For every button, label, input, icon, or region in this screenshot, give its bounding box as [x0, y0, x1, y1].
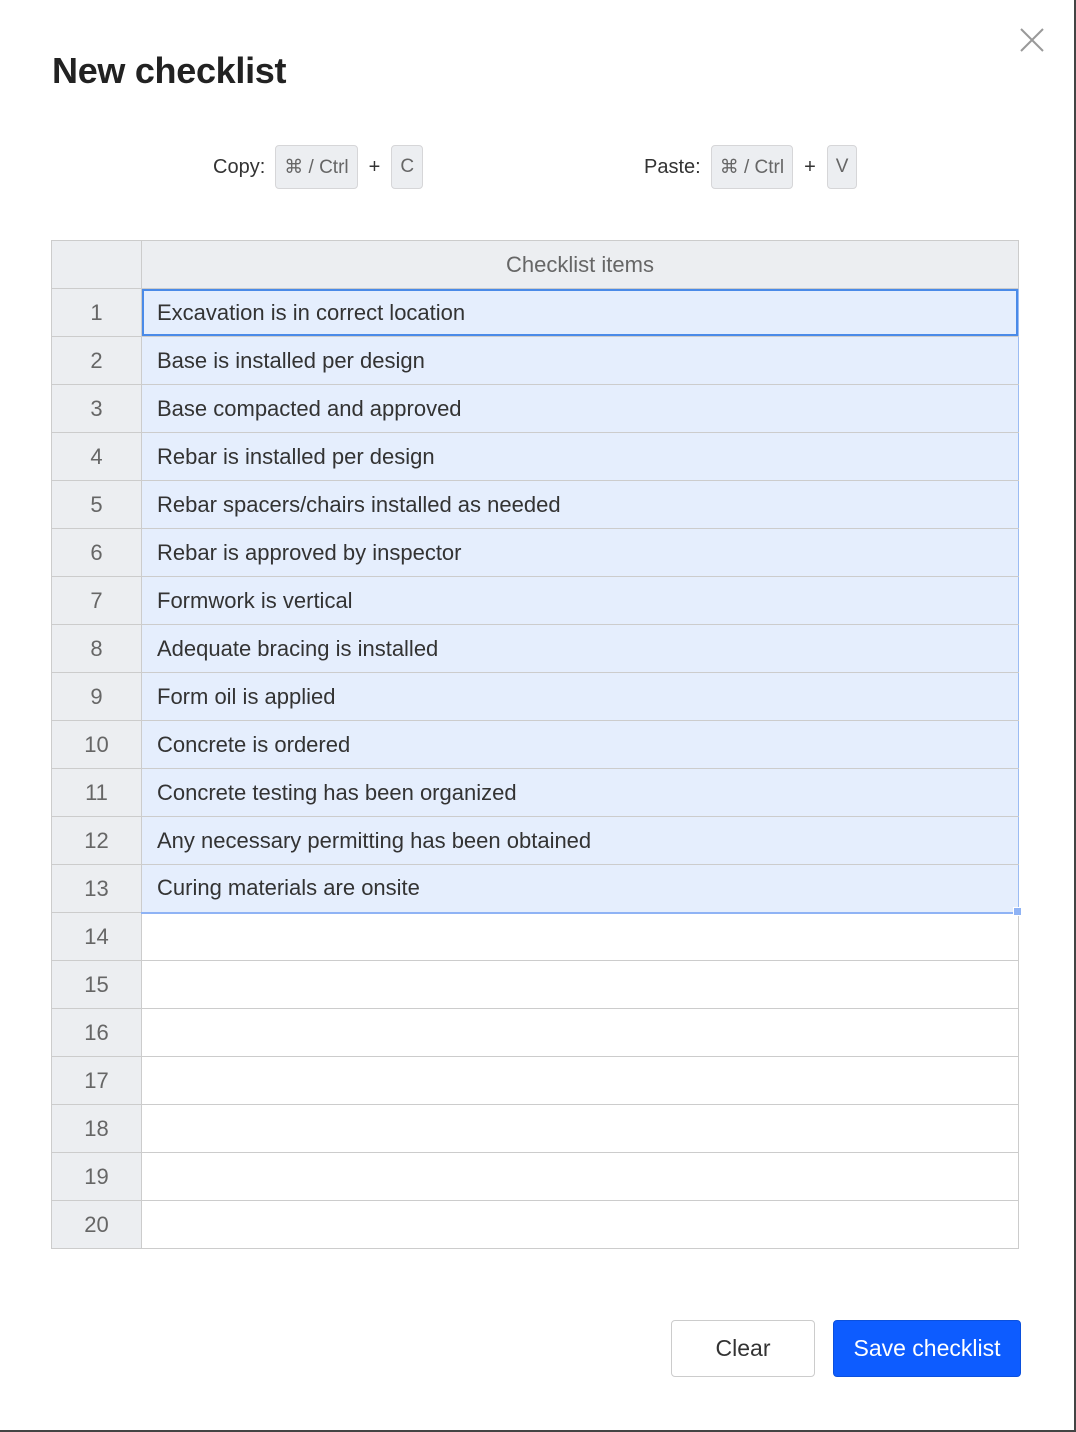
- corner-header: [52, 241, 142, 289]
- checklist-cell[interactable]: Adequate bracing is installed: [142, 625, 1019, 673]
- row-number[interactable]: 10: [52, 721, 142, 769]
- checklist-cell[interactable]: Any necessary permitting has been obtained: [142, 817, 1019, 865]
- table-row: [52, 433, 1019, 481]
- checklist-cell[interactable]: Formwork is vertical: [142, 577, 1019, 625]
- checklist-cell[interactable]: Concrete is ordered: [142, 721, 1019, 769]
- row-number[interactable]: 19: [52, 1153, 142, 1201]
- table-row: [52, 865, 1019, 913]
- checklist-cell[interactable]: Rebar spacers/chairs installed as needed: [142, 481, 1019, 529]
- table-row: [52, 529, 1019, 577]
- checklist-cell[interactable]: Curing materials are onsite: [142, 865, 1019, 913]
- checklist-cell[interactable]: Form oil is applied: [142, 673, 1019, 721]
- row-number[interactable]: 14: [52, 913, 142, 961]
- checklist-cell[interactable]: Rebar is approved by inspector: [142, 529, 1019, 577]
- row-number[interactable]: 6: [52, 529, 142, 577]
- checklist-cell[interactable]: [142, 913, 1019, 961]
- c-key: C: [391, 145, 423, 189]
- column-header: Checklist items: [142, 241, 1019, 289]
- table-row: [52, 1153, 1019, 1201]
- save-checklist-button[interactable]: Save checklist: [833, 1320, 1021, 1377]
- modifier-key: ⌘ / Ctrl: [711, 145, 793, 189]
- table-row: [52, 1009, 1019, 1057]
- table-row: [52, 625, 1019, 673]
- v-key: V: [827, 145, 858, 189]
- row-number[interactable]: 4: [52, 433, 142, 481]
- checklist-cell[interactable]: Base is installed per design: [142, 337, 1019, 385]
- table-row: [52, 337, 1019, 385]
- row-number[interactable]: 3: [52, 385, 142, 433]
- row-number[interactable]: 18: [52, 1105, 142, 1153]
- plus-sign: +: [804, 155, 816, 178]
- row-number[interactable]: 17: [52, 1057, 142, 1105]
- checklist-cell[interactable]: [142, 961, 1019, 1009]
- table-row: [52, 817, 1019, 865]
- table-row: [52, 1105, 1019, 1153]
- table-row: [52, 961, 1019, 1009]
- paste-label: Paste:: [644, 155, 701, 178]
- table-row: [52, 1201, 1019, 1249]
- copy-label: Copy:: [213, 155, 266, 178]
- checklist-cell[interactable]: [142, 1201, 1019, 1249]
- close-icon[interactable]: [1018, 26, 1046, 54]
- checklist-cell[interactable]: [142, 1009, 1019, 1057]
- fill-handle[interactable]: [1013, 907, 1022, 916]
- row-number[interactable]: 5: [52, 481, 142, 529]
- row-number[interactable]: 15: [52, 961, 142, 1009]
- checklist-cell[interactable]: Excavation is in correct location: [142, 289, 1019, 337]
- clear-button[interactable]: Clear: [671, 1320, 815, 1377]
- row-number[interactable]: 20: [52, 1201, 142, 1249]
- checklist-cell[interactable]: [142, 1057, 1019, 1105]
- checklist-table: [51, 240, 1019, 1249]
- table-row: [52, 481, 1019, 529]
- table-row: [52, 385, 1019, 433]
- row-number[interactable]: 2: [52, 337, 142, 385]
- checklist-cell[interactable]: Concrete testing has been organized: [142, 769, 1019, 817]
- table-row: [52, 673, 1019, 721]
- modifier-key: ⌘ / Ctrl: [275, 145, 357, 189]
- row-number[interactable]: 7: [52, 577, 142, 625]
- paste-shortcut: [644, 145, 857, 189]
- plus-sign: +: [368, 155, 381, 178]
- row-number[interactable]: 11: [52, 769, 142, 817]
- checklist-cell[interactable]: Rebar is installed per design: [142, 433, 1019, 481]
- table-row: [52, 769, 1019, 817]
- table-row: [52, 721, 1019, 769]
- checklist-cell[interactable]: [142, 1153, 1019, 1201]
- table-row: [52, 1057, 1019, 1105]
- row-number[interactable]: 9: [52, 673, 142, 721]
- table-row: [52, 289, 1019, 337]
- row-number[interactable]: 16: [52, 1009, 142, 1057]
- table-row: [52, 577, 1019, 625]
- checklist-cell[interactable]: Base compacted and approved: [142, 385, 1019, 433]
- row-number[interactable]: 12: [52, 817, 142, 865]
- table-row: [52, 913, 1019, 961]
- row-number[interactable]: 8: [52, 625, 142, 673]
- row-number[interactable]: 1: [52, 289, 142, 337]
- dialog-title: New checklist: [52, 50, 287, 91]
- checklist-cell[interactable]: [142, 1105, 1019, 1153]
- copy-shortcut: [213, 145, 423, 189]
- row-number[interactable]: 13: [52, 865, 142, 913]
